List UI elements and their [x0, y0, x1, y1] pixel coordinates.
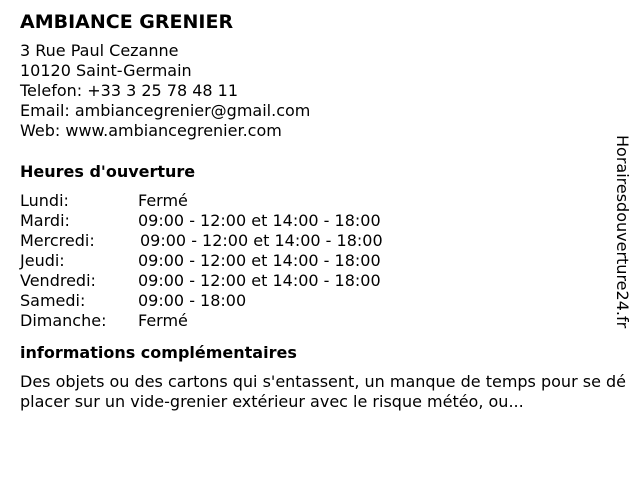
phone-line: Telefon: +33 3 25 78 48 11 [20, 81, 239, 100]
hours-heading: Heures d'ouverture [20, 162, 196, 181]
hours-day: Mercredi: [20, 231, 95, 250]
hours-time: 09:00 - 12:00 et 14:00 - 18:00 [138, 271, 381, 290]
address-line-2: 10120 Saint-Germain [20, 61, 192, 80]
hours-day: Jeudi: [20, 251, 65, 270]
hours-row-lundi [20, 191, 625, 211]
hours-row-jeudi [20, 251, 625, 271]
hours-row-dimanche [20, 311, 625, 331]
hours-time: 09:00 - 12:00 et 14:00 - 18:00 [140, 231, 383, 250]
hours-time: 09:00 - 12:00 et 14:00 - 18:00 [138, 251, 381, 270]
hours-day: Dimanche: [20, 311, 107, 330]
address-line-1: 3 Rue Paul Cezanne [20, 41, 179, 60]
hours-row-samedi [20, 291, 625, 311]
hours-day: Mardi: [20, 211, 70, 230]
info-text: Des objets ou des cartons qui s'entassent, un manque de temps pour se déplacer sur un vide-grenier extérieur avec le risque météo, ou... [20, 372, 626, 411]
hours-day: Vendredi: [20, 271, 96, 290]
info-heading: informations complémentaires [20, 343, 297, 362]
hours-time: 09:00 - 18:00 [138, 291, 247, 310]
hours-day: Lundi: [20, 191, 69, 210]
hours-day: Samedi: [20, 291, 86, 310]
business-name: AMBIANCE GRENIER [20, 11, 234, 33]
hours-table [20, 191, 625, 331]
hours-row-vendredi [20, 271, 625, 291]
hours-time: Fermé [138, 191, 188, 210]
hours-row-mercredi [20, 231, 625, 251]
business-card [20, 10, 625, 412]
hours-row-mardi [20, 211, 625, 231]
hours-time: Fermé [138, 311, 188, 330]
hours-time: 09:00 - 12:00 et 14:00 - 18:00 [138, 211, 381, 230]
site-watermark: Horairesdouverture24.fr [613, 135, 632, 329]
web-line: Web: www.ambiancegrenier.com [20, 121, 282, 140]
email-line: Email: ambiancegrenier@gmail.com [20, 101, 311, 120]
